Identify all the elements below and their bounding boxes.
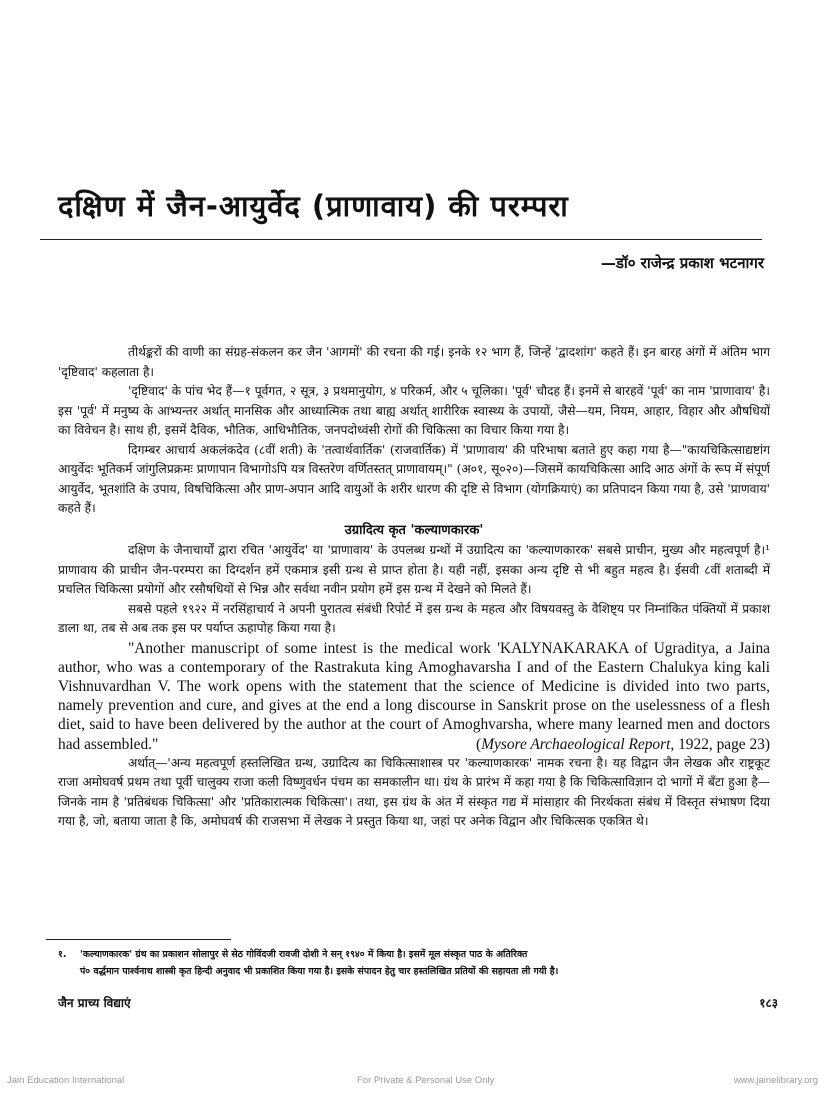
article-author: —डॉ० राजेन्द्र प्रकाश भटनागर bbox=[600, 254, 764, 272]
paragraph: दक्षिण के जैनाचार्यों द्वारा रचित 'आयुर्वेद' या 'प्राणावाय' के उपलब्ध ग्रन्थों में उग्रादित्य का 'कल्याणकारक' सबसे प्राचीन, मुख्य और महत्वपूर्ण है।¹ प्राणावाय की प्राचीन जैन-परम्परा का दिग्दर्शन हमें एकमात्र इसी ग्रन्थ से प्राप्त होता है। यही नहीं, इसका अन्य दृष्टि से भी बहुत महत्व है। ईसवी ८वीं शताब्दी में प्रचलित चिकित्सा प्रयोगों और रसौषधियों से भिन्न और सर्वथा नवीन प्रयोग हमें इस ग्रन्थ में देखने को मिलते हैं। bbox=[58, 543, 770, 596]
footnote-divider bbox=[46, 939, 231, 940]
watermark-publisher: Jain Education International bbox=[7, 1075, 125, 1086]
footnote-line: 'कल्याणकारक' ग्रंथ का प्रकाशन सोलापुर से सेठ गोविंदजी रावजी दोशी ने सन् १९४० में किया है। इसमें मूल संस्कृत पाठ के अतिरिक्त bbox=[80, 949, 528, 960]
watermark-website: www.jainelibrary.org bbox=[733, 1075, 818, 1086]
citation-title: Mysore Archaeological Report bbox=[481, 735, 671, 753]
paragraph: तीर्थङ्करों की वाणी का संग्रह-संकलन कर जैन 'आगमों' की रचना की गई। इनके १२ भाग हैं, जिन्हें 'द्वादशांग' कहते हैं। इन बारह अंगों में अंतिम भाग 'दृष्टिवाद' कहलाता है। bbox=[58, 345, 770, 379]
section-heading: उग्रादित्य कृत 'कल्याणकारक' bbox=[344, 522, 484, 538]
running-footer bbox=[58, 994, 778, 1011]
footnote-line: पं० वर्द्धमान पार्श्वनाथ शास्त्री कृत हिन्दी अनुवाद भी प्रकाशित किया गया है। इसके संपादन हेतु चार हस्तलिखित प्रतियों की सहायता ली गयी है। bbox=[80, 966, 559, 977]
quote-citation bbox=[406, 735, 770, 754]
paragraph: 'दृष्टिवाद' के पांच भेद हैं—१ पूर्वगत, २ सूत्र, ३ प्रथमानुयोग, ४ परिकर्म, और ५ चूलिका। 'पूर्व' चौदह हैं। इनमें से बारहवें 'पूर्व' का नाम 'प्राणावाय' है। इस 'पूर्व' में मनुष्य के आभ्यन्तर अर्थात् मानसिक और आध्यात्मिक तथा बाह्य अर्थात् शारीरिक स्वास्थ्य के उपायों, जैसे—यम, नियम, आहार, विहार और औषधियों का विवेचन है। साथ ही, इसमें दैविक, भौतिक, आधिभौतिक, जनपदोध्वंसी रोगों की चिकित्सा का विचार किया गया है। bbox=[58, 384, 770, 437]
article-title: दक्षिण में जैन-आयुर्वेद (प्राणावाय) की परम्परा bbox=[58, 189, 569, 223]
paragraph: सबसे पहले १९२२ में नरसिंहाचार्य ने अपनी पुरातत्व संबंधी रिपोर्ट में इस ग्रन्थ के महत्व और विषयवस्तु के वैशिष्ट्य पर निम्नांकित पंक्तियों में प्रकाश डाला था, तब से अब तक इस पर पर्याप्त ऊहापोह किया गया है। bbox=[58, 601, 770, 635]
quote-text: "Another manuscript of some intest is the medical work 'KALYNAKARAKA of Ugraditya, a Jaina author, who was a contemporary of the Rastrakuta king Amoghavarsha I and of the Eastern Chalukya king kali Vishnuvardhan V. The work opens with the statement that the science of Medicine is divided into two parts, namely prevention and cure, and gives at the end a long discourse in Sanskrit prose on the uselessness of a flesh diet, said to have been delivered by the author at the court of Amoghvarsha, where many learned men and doctors had assembled." bbox=[58, 639, 770, 753]
english-quote bbox=[58, 639, 770, 754]
footnote bbox=[58, 946, 770, 980]
page-number: १८३ bbox=[759, 996, 778, 1010]
journal-name: जैन प्राच्य विद्याएं bbox=[58, 996, 131, 1010]
watermark-usage: For Private & Personal Use Only bbox=[357, 1075, 495, 1086]
citation-open: ( bbox=[476, 735, 482, 753]
footnote-number: १. bbox=[58, 949, 67, 960]
citation-detail: , 1922, page 23) bbox=[670, 735, 770, 753]
translation-paragraph: अर्थात्—'अन्य महत्वपूर्ण हस्तलिखित ग्रन्थ, उग्रादित्य का चिकित्साशास्त्र पर 'कल्याणकारक' नामक रचना है। यह विद्वान जैन लेखक और राष्ट्रकूट राजा अमोघवर्ष प्रथम तथा पूर्वी चालुक्य राजा कली विष्णुवर्धन पंचम का समकालीन था। ग्रंथ के प्रारंभ में कहा गया है कि चिकित्साविज्ञान दो भागों में बँटा हुआ है—जिनके नाम है 'प्रतिबंधक चिकित्सा' और 'प्रतिकारात्मक चिकित्सा'। तथा, इस ग्रंथ के अंत में संस्कृत गद्य में मांसाहार की निरर्थकता संबंध में विस्तृत संभाषण दिया गया है, जो, बताया जाता है कि, अमोघवर्ष की राजसभा में लेखक ने प्रस्तुत किया था, जहां पर अनेक विद्वान और चिकित्सक एकत्रित थे। bbox=[58, 755, 770, 829]
paragraph: दिगम्बर आचार्य अकलंकदेव (८वीं शती) के 'तत्वार्थवार्तिक' (राजवार्तिक) में 'प्राणावाय' की परिभाषा बताते हुए कहा गया है—"कायचिकित्साद्यष्टांग आयुर्वेदः भूतिकर्म जांगुलिप्रक्रमः प्राणापान विभागोऽपि यत्र विस्तरेण वर्णितस्तत् प्राणावायम्।" (अ०१, सू०२०)—जिसमें कायचिकित्सा आदि आठ अंगों के रूप में संपूर्ण आयुर्वेद, भूतशांति के उपाय, विषचिकित्सा और प्राण-अपान आदि वायुओं के शरीर धारण की दृष्टि से विभाग (योगक्रियाएं) का प्रतिपादन किया गया है, उसे 'प्राणवाय' कहते हैं। bbox=[58, 442, 770, 515]
article-body bbox=[58, 343, 770, 832]
title-divider bbox=[40, 239, 762, 240]
